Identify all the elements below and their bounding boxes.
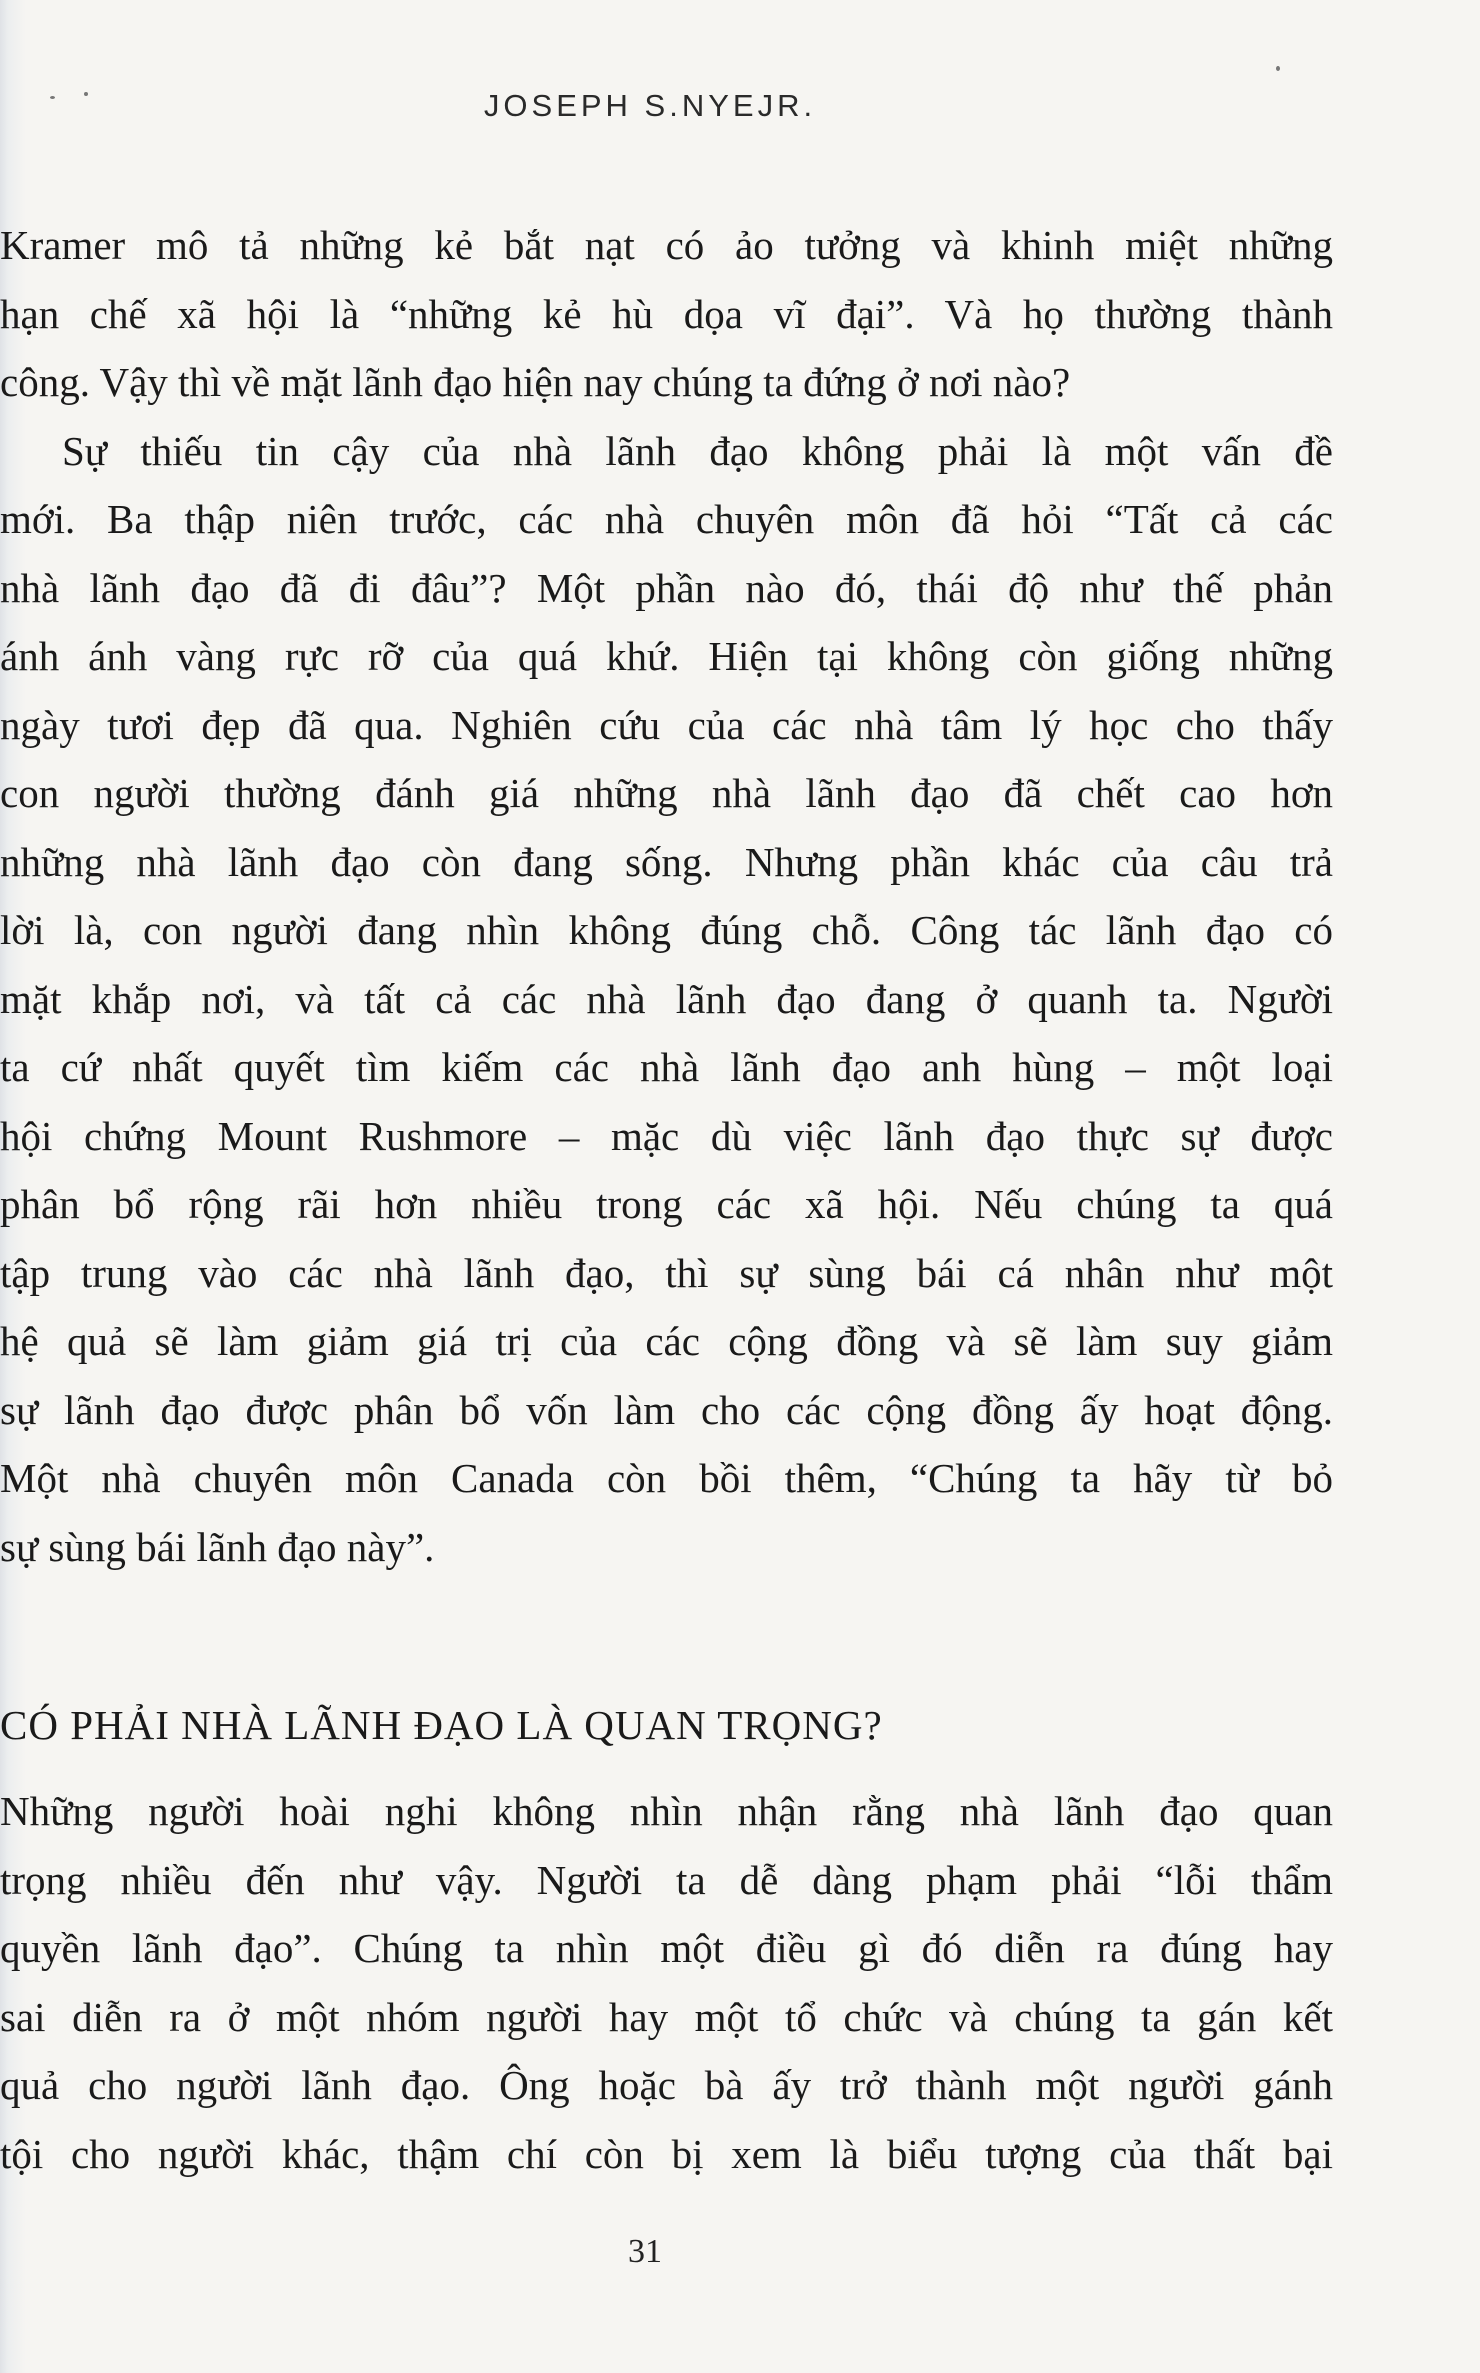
text-line: Một nhà chuyên môn Canada còn bồi thêm, “Chúng ta hãy từ bỏ bbox=[0, 1455, 1333, 1501]
text-line: công. Vậy thì về mặt lãnh đạo hiện nay chúng ta đứng ở nơi nào? bbox=[0, 359, 1071, 405]
page-number: 31 bbox=[628, 2233, 662, 2270]
text-line: ánh ánh vàng rực rỡ của quá khứ. Hiện tại không còn giống những bbox=[0, 633, 1333, 679]
text-line: Kramer mô tả những kẻ bắt nạt có ảo tưởng và khinh miệt những bbox=[0, 222, 1333, 268]
text-line: trọng nhiều đến như vậy. Người ta dễ dàng phạm phải “lỗi thẩm bbox=[0, 1856, 1333, 1903]
running-header: JOSEPH S.NYEJR. bbox=[483, 88, 817, 123]
body-text-bottom bbox=[0, 1777, 1333, 2188]
text-line: nhà lãnh đạo đã đi đâu”? Một phần nào đó, thái độ như thế phản bbox=[0, 564, 1333, 611]
text-line: lời là, con người đang nhìn không đúng chỗ. Công tác lãnh đạo có bbox=[0, 907, 1333, 953]
text-line: ngày tươi đẹp đã qua. Nghiên cứu của các nhà tâm lý học cho thấy bbox=[0, 701, 1333, 748]
text-line: hạn chế xã hội là “những kẻ hù dọa vĩ đại”. Và họ thường thành bbox=[0, 290, 1333, 337]
text-line: Sự thiếu tin cậy của nhà lãnh đạo không phải là một vấn đề bbox=[62, 427, 1333, 474]
text-line: hệ quả sẽ làm giảm giá trị của các cộng đồng và sẽ làm suy giảm bbox=[0, 1318, 1333, 1364]
text-line: ta cứ nhất quyết tìm kiếm các nhà lãnh đạo anh hùng – một loại bbox=[0, 1044, 1333, 1090]
text-line: những nhà lãnh đạo còn đang sống. Nhưng phần khác của câu trả bbox=[0, 838, 1333, 885]
text-line: sự sùng bái lãnh đạo này”. bbox=[0, 1523, 435, 1570]
text-line: sai diễn ra ở một nhóm người hay một tổ chức và chúng ta gán kết bbox=[0, 1993, 1333, 2040]
text-line: phân bổ rộng rãi hơn nhiều trong các xã hội. Nếu chúng ta quá bbox=[0, 1181, 1333, 1227]
text-line: tội cho người khác, thậm chí còn bị xem là biểu tượng của thất bại bbox=[0, 2130, 1333, 2177]
text-line: tập trung vào các nhà lãnh đạo, thì sự sùng bái cá nhân như một bbox=[0, 1249, 1333, 1296]
body-text-top bbox=[0, 211, 1333, 1581]
section-heading: CÓ PHẢI NHÀ LÃNH ĐẠO LÀ QUAN TRỌNG? bbox=[0, 1702, 883, 1748]
text-line: hội chứng Mount Rushmore – mặc dù việc lãnh đạo thực sự được bbox=[0, 1112, 1333, 1159]
text-line: mặt khắp nơi, và tất cả các nhà lãnh đạo đang ở quanh ta. Người bbox=[0, 975, 1333, 1022]
text-line: sự lãnh đạo được phân bổ vốn làm cho các cộng đồng ấy hoạt động. bbox=[0, 1386, 1333, 1433]
text-line: quả cho người lãnh đạo. Ông hoặc bà ấy trở thành một người gánh bbox=[0, 2062, 1333, 2108]
text-line: Những người hoài nghi không nhìn nhận rằng nhà lãnh đạo quan bbox=[0, 1788, 1333, 1834]
text-line: quyền lãnh đạo”. Chúng ta nhìn một điều gì đó diễn ra đúng hay bbox=[0, 1925, 1333, 1971]
text-line: mới. Ba thập niên trước, các nhà chuyên môn đã hỏi “Tất cả các bbox=[0, 496, 1333, 542]
text-line: con người thường đánh giá những nhà lãnh đạo đã chết cao hơn bbox=[0, 770, 1333, 816]
print-speck bbox=[1276, 66, 1280, 71]
